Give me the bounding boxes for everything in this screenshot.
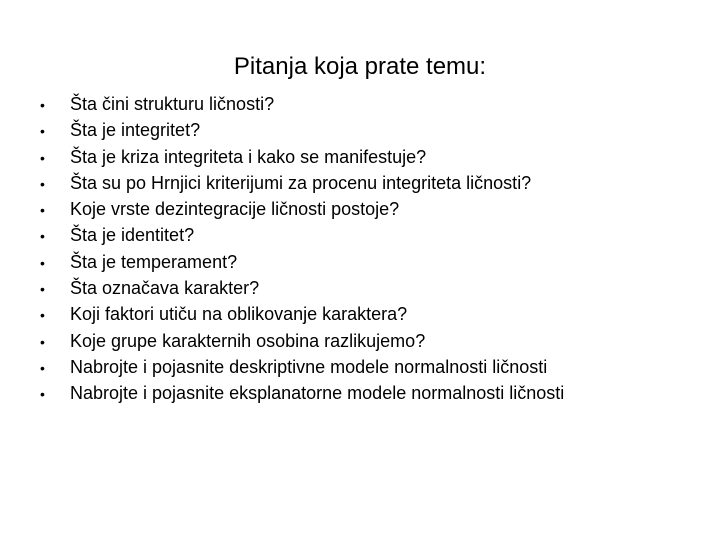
list-item: [40, 222, 710, 248]
list-item: [40, 249, 710, 275]
bullet-icon: •: [40, 333, 45, 350]
list-item: [40, 301, 710, 327]
slide-title-text: Pitanja koja prate temu:: [233, 53, 487, 80]
question-text: Koje grupe karakternih osobina razlikujemo?: [70, 330, 426, 351]
bullet-icon: •: [40, 202, 45, 219]
list-item: [40, 328, 710, 354]
question-text: Nabrojte i pojasnite eksplanatorne modele normalnosti ličnosti: [70, 383, 565, 404]
bullet-icon: •: [40, 254, 45, 271]
list-item: [40, 91, 710, 117]
bullet-icon: •: [40, 386, 45, 403]
question-text: Šta čini strukturu ličnosti?: [70, 94, 275, 114]
list-item: [40, 196, 710, 222]
list-item: [40, 380, 710, 406]
question-text: Šta je identitet?: [70, 225, 195, 246]
bullet-icon: •: [40, 307, 45, 324]
bullet-icon: •: [40, 359, 45, 376]
list-item: [40, 275, 710, 301]
bullet-icon: •: [40, 97, 45, 113]
bullet-icon: •: [40, 123, 45, 140]
bullet-icon: •: [40, 175, 45, 192]
question-text: Nabrojte i pojasnite deskriptivne modele normalnosti ličnosti: [70, 356, 548, 377]
question-text: Koje vrste dezintegracije ličnosti postoje?: [70, 199, 400, 220]
question-text: Šta je kriza integriteta i kako se manifestuje?: [70, 146, 427, 167]
list-item: [40, 144, 710, 170]
bullet-icon: •: [40, 149, 45, 166]
slide-title: [0, 51, 720, 83]
question-text: Šta označava karakter?: [70, 278, 260, 299]
list-item: [40, 117, 710, 143]
bullet-icon: •: [40, 228, 45, 245]
list-item: [40, 170, 710, 196]
question-text: Šta je integritet?: [70, 120, 201, 141]
question-text: Šta su po Hrnjici kriterijumi za procenu integriteta ličnosti?: [70, 172, 532, 193]
question-text: Šta je temperament?: [70, 251, 238, 272]
list-item: [40, 354, 710, 380]
question-text: Koji faktori utiču na oblikovanje karaktera?: [70, 304, 408, 325]
bullet-icon: •: [40, 281, 45, 298]
question-list: [40, 91, 710, 407]
